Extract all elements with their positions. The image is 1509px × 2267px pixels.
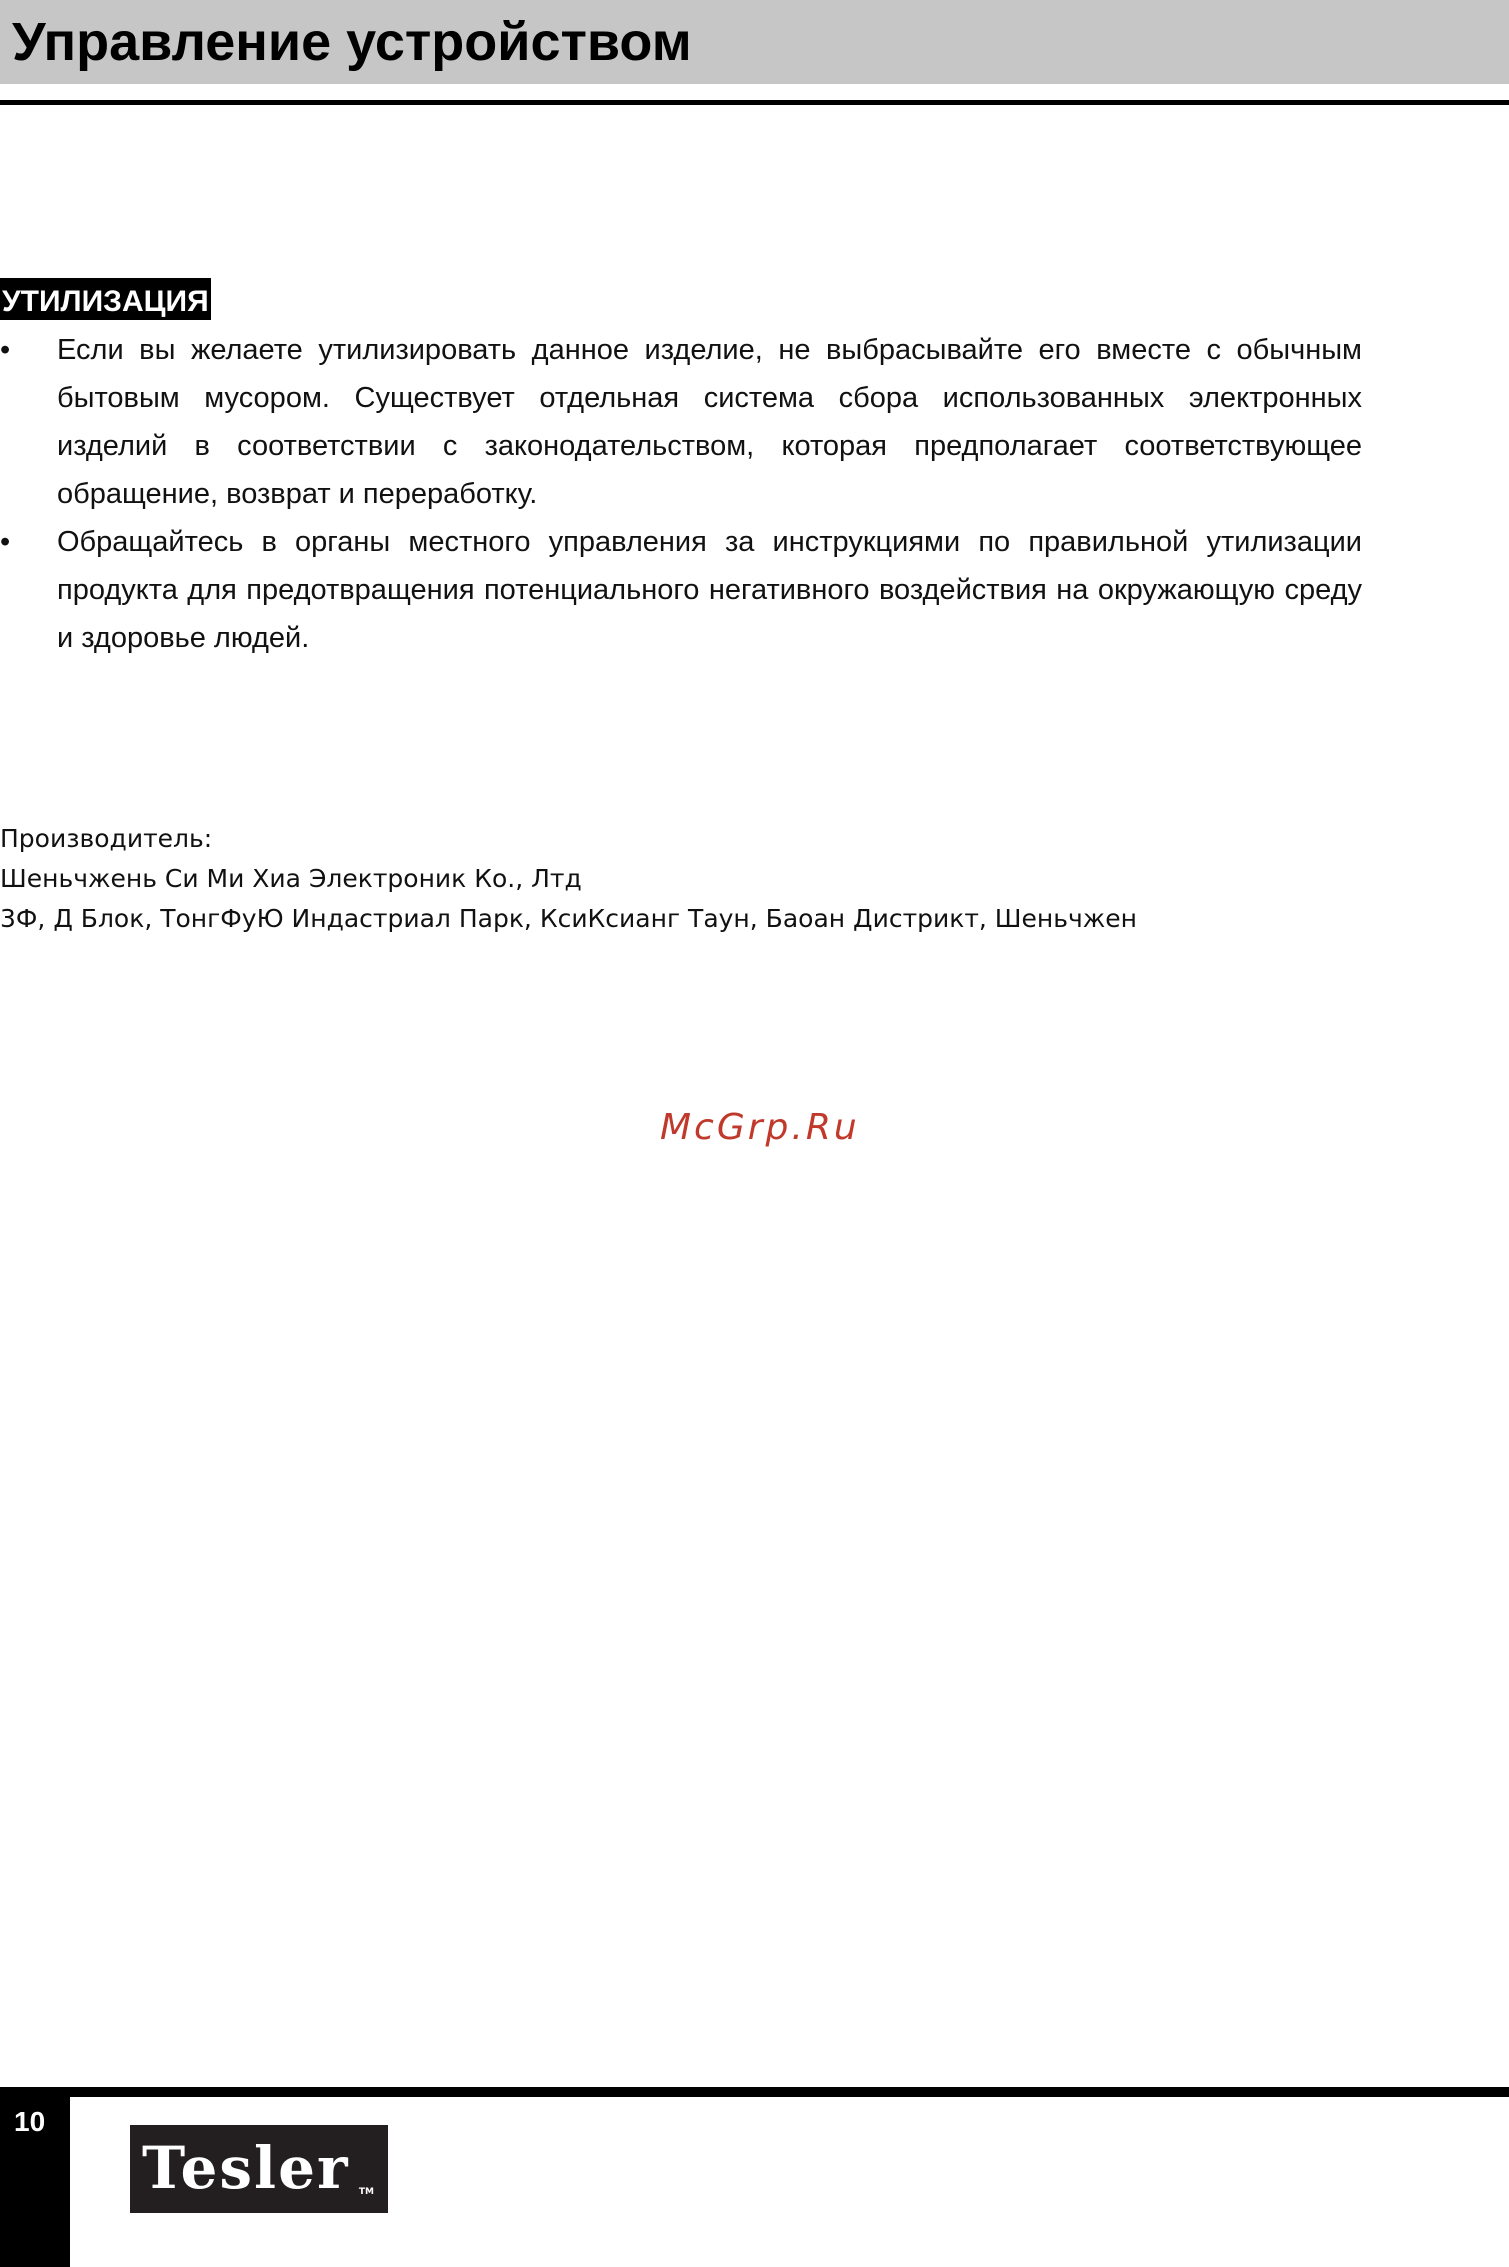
logo-trademark: TM (358, 2187, 374, 2197)
list-item (0, 326, 1362, 518)
section-title: УТИЛИЗАЦИЯ (0, 278, 211, 320)
page-title: Управление устройством (12, 12, 692, 72)
bullet-icon: • (0, 526, 11, 558)
page-number: 10 (14, 2106, 46, 2137)
manufacturer-block (0, 819, 1137, 939)
bullet-icon: • (0, 334, 11, 366)
manufacturer-name: Шеньчжень Си Ми Хиа Электроник Ко., Лтд (0, 864, 582, 893)
manufacturer-address: 3Ф, Д Блок, ТонгФуЮ Индастриал Парк, КсиКсианг Таун, Баоан Дистрикт, Шеньчжен (0, 904, 1138, 933)
bullet-list (0, 326, 1362, 662)
list-item-text: Если вы желаете утилизировать данное изделие, не выбрасывайте его вместе с обычным бытовым мусором. Существует отдельная система сбора использованных электронных изделий в соответствии с законодательством, которая предполагает соответствующее обращение, возврат и переработку. (57, 334, 1362, 510)
watermark-link[interactable]: McGrp.Ru (660, 1107, 860, 1148)
manufacturer-label: Производитель: (0, 824, 213, 853)
list-item (0, 518, 1362, 662)
header-band (0, 0, 1509, 84)
tesler-logo (130, 2125, 388, 2213)
logo-wordmark: Tesler (142, 2134, 350, 2202)
list-item-text: Обращайтесь в органы местного управления за инструкциями по правильной утилизации продукта для предотвращения потенциального негативного воздействия на окружающую среду и здоровье людей. (57, 526, 1362, 654)
footer-divider (0, 2087, 1509, 2097)
header-divider (0, 100, 1509, 105)
